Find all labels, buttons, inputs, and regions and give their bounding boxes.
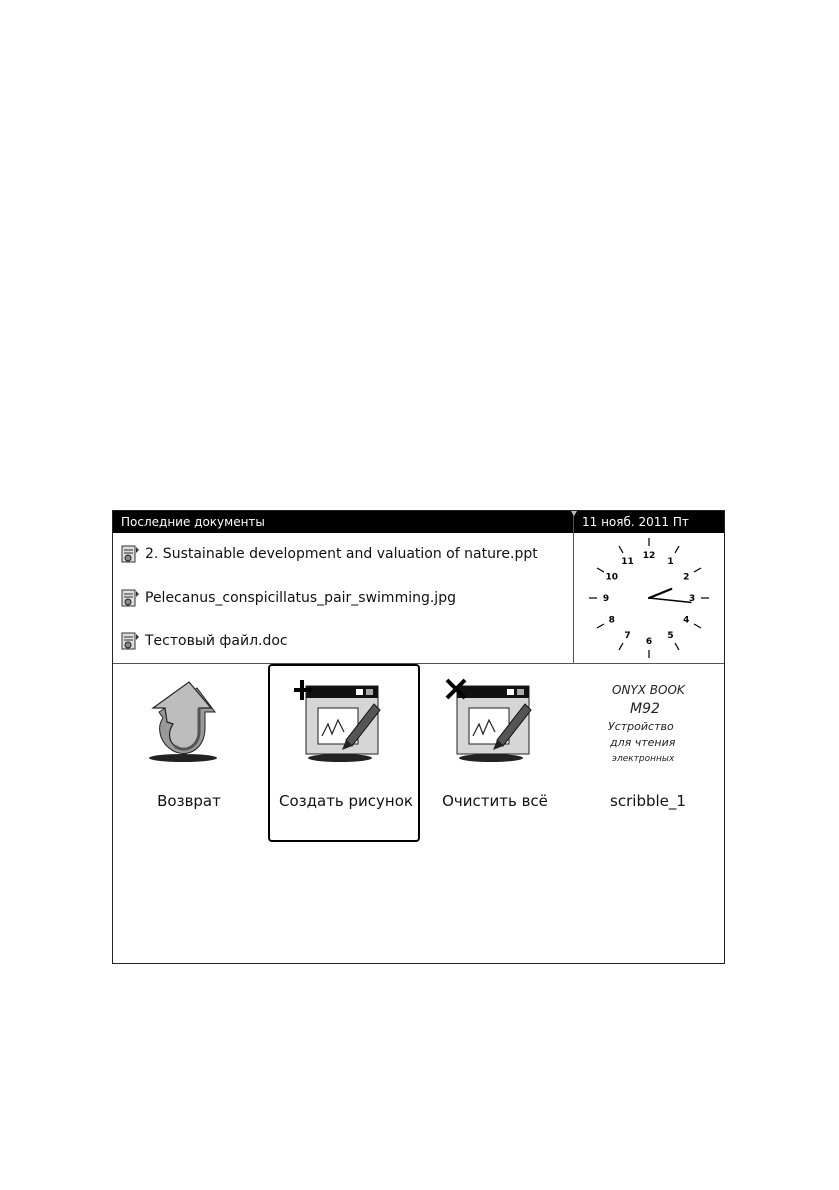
recent-documents-header xyxy=(113,511,573,533)
clock-tick xyxy=(619,546,623,553)
document-icon xyxy=(119,543,141,565)
recent-documents-panel xyxy=(113,511,573,663)
clock-number: 6 xyxy=(645,637,653,647)
scribble-line: ONYX BOOK xyxy=(612,683,685,697)
clock-number: 12 xyxy=(642,551,656,561)
scribble-thumbnail xyxy=(592,682,704,766)
clock-tick xyxy=(675,643,679,650)
clock-tick xyxy=(675,546,679,553)
clock-number: 10 xyxy=(605,572,619,583)
app-label: Создать рисунок xyxy=(279,792,413,810)
clock-number: 7 xyxy=(624,631,631,642)
scribble-line: для чтения xyxy=(610,736,676,749)
recent-documents-title: Последние документы xyxy=(121,515,265,529)
hour-hand xyxy=(649,589,671,598)
return-arrow-icon xyxy=(139,678,235,766)
clock-panel xyxy=(573,511,724,663)
create-sketch-button[interactable] xyxy=(268,664,420,842)
clock-tick xyxy=(694,624,701,628)
clock-number: 2 xyxy=(683,572,690,583)
clock-number: 8 xyxy=(608,615,615,626)
recent-document-item[interactable] xyxy=(119,585,456,611)
scribble-line: M92 xyxy=(630,701,660,717)
clock-number: 9 xyxy=(602,594,610,604)
date-text: 11 нояб. 2011 Пт xyxy=(582,515,689,529)
clock-number: 1 xyxy=(667,556,674,567)
clock-number: 4 xyxy=(683,615,690,626)
app-label: scribble_1 xyxy=(610,792,686,810)
scribble-file-button[interactable] xyxy=(572,664,724,842)
divider-marker-icon xyxy=(571,511,577,516)
return-button[interactable] xyxy=(113,664,265,842)
clock-tick xyxy=(694,568,701,572)
clock-number: 11 xyxy=(621,556,634,567)
date-header xyxy=(574,511,724,533)
scribble-line: электронных xyxy=(612,754,675,764)
clock-tick xyxy=(597,624,604,628)
clear-all-button[interactable] xyxy=(419,664,571,842)
app-label: Возврат xyxy=(157,792,221,810)
reader-screen xyxy=(112,510,725,964)
top-panel xyxy=(113,511,724,664)
recent-document-item[interactable] xyxy=(119,628,288,654)
clock-number: 3 xyxy=(688,594,696,604)
clock-number: 5 xyxy=(667,631,674,642)
clock-tick xyxy=(619,643,623,650)
applications-area xyxy=(113,664,724,963)
recent-document-item[interactable] xyxy=(119,541,538,567)
scribble-line: Устройство xyxy=(608,720,674,733)
document-name: 2. Sustainable development and valuation of nature.ppt xyxy=(145,546,538,562)
clock-tick xyxy=(597,568,604,572)
minute-hand xyxy=(649,598,691,602)
app-label: Очистить всё xyxy=(442,792,548,810)
document-icon xyxy=(119,587,141,609)
document-icon xyxy=(119,630,141,652)
document-name: Тестовый файл.doc xyxy=(145,633,288,649)
clear-all-icon xyxy=(445,678,541,766)
new-sketch-icon xyxy=(294,678,390,766)
analog-clock xyxy=(584,535,714,661)
document-name: Pelecanus_conspicillatus_pair_swimming.jpg xyxy=(145,590,456,606)
